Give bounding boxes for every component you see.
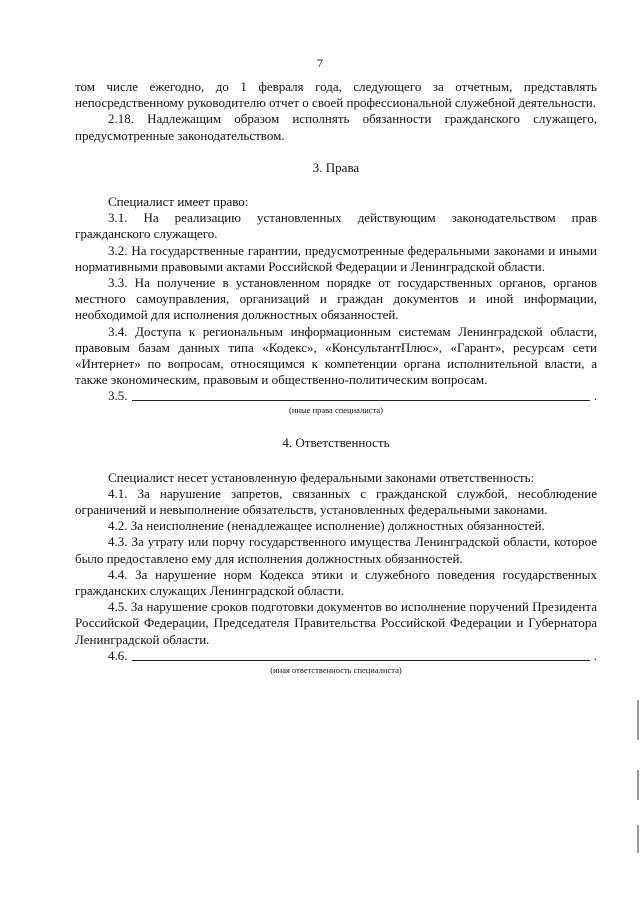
page-number: 7 [317, 56, 323, 70]
item-4-2: 4.2. За неисполнение (ненадлежащее исполнение) должностных обязанностей. [108, 518, 545, 534]
section-4-title: 4. Ответственность [282, 435, 390, 451]
document-body [75, 79, 597, 675]
item-4-6-caption: (иная ответственность специалиста) [270, 664, 402, 675]
item-3-5-number: 3.5. [108, 388, 128, 404]
item-3-5-caption: (иные права специалиста) [289, 405, 383, 416]
item-4-6-number: 4.6. [108, 647, 128, 663]
item-3-3: 3.3. На получение в установленном порядке от государственных органов, органов местного самоуправления, организаций и граждан документов и иной информации, необходимой для исполнения должностных обязанностей. [75, 275, 597, 323]
fill-in-line [132, 400, 590, 401]
scan-edge-mark [637, 770, 639, 800]
paragraph-continuation: том числе ежегодно, до 1 февраля года, следующего за отчетным, представлять непосредственному руководителю отчет о своей профессиональной служебной деятельности. [75, 79, 597, 111]
item-4-3: 4.3. За утрату или порчу государственного имущества Ленинградской области, которое было предоставлено ему для исполнения должностных обязанностей. [75, 534, 597, 566]
section-3-intro: Специалист имеет право: [108, 194, 249, 210]
item-4-1: 4.1. За нарушение запретов, связанных с гражданской службой, несоблюдение ограничений и невыполнение обязательств, установленных федеральными законами. [75, 485, 597, 518]
line-end-period: . [593, 647, 597, 663]
line-end-period: . [593, 388, 597, 404]
item-3-2: 3.2. На государственные гарантии, предусмотренные федеральными законами и иными нормативными правовыми актами Российской Федерации и Ленинградской области. [75, 242, 597, 274]
item-3-5-blank [108, 388, 597, 404]
item-4-5: 4.5. За нарушение сроков подготовки документов во исполнение поручений Президента Российской Федерации, Председателя Правительства Российской Федерации и Губернатора Ленинградской области. [75, 599, 597, 647]
item-3-4: 3.4. Доступа к региональным информационным системам Ленинградской области, правовым базам данных типа «Кодекс», «КонсультантПлюс», «Гарант», ресурсам сети «Интернет» по вопросам, относящимся к компетенции органа исполнительной власти, а также экономическим, правовым и общественно-политическим вопросам. [75, 323, 597, 388]
fill-in-line [132, 660, 590, 661]
item-2-18: 2.18. Надлежащим образом исполнять обязанности гражданского служащего, предусмотренные законодательством. [75, 111, 597, 143]
scan-edge-mark [637, 700, 639, 740]
item-4-4: 4.4. За нарушение норм Кодекса этики и служебного поведения государственных гражданских служащих Ленинградской области. [75, 566, 597, 599]
scan-edge-mark [637, 825, 639, 853]
section-3-title: 3. Права [312, 159, 360, 175]
section-4-intro: Специалист несет установленную федеральными законами ответственность: [108, 469, 535, 485]
item-4-6-blank [108, 648, 597, 664]
item-3-1: 3.1. На реализацию установленных действующим законодательством прав гражданского служащего. [75, 210, 597, 242]
